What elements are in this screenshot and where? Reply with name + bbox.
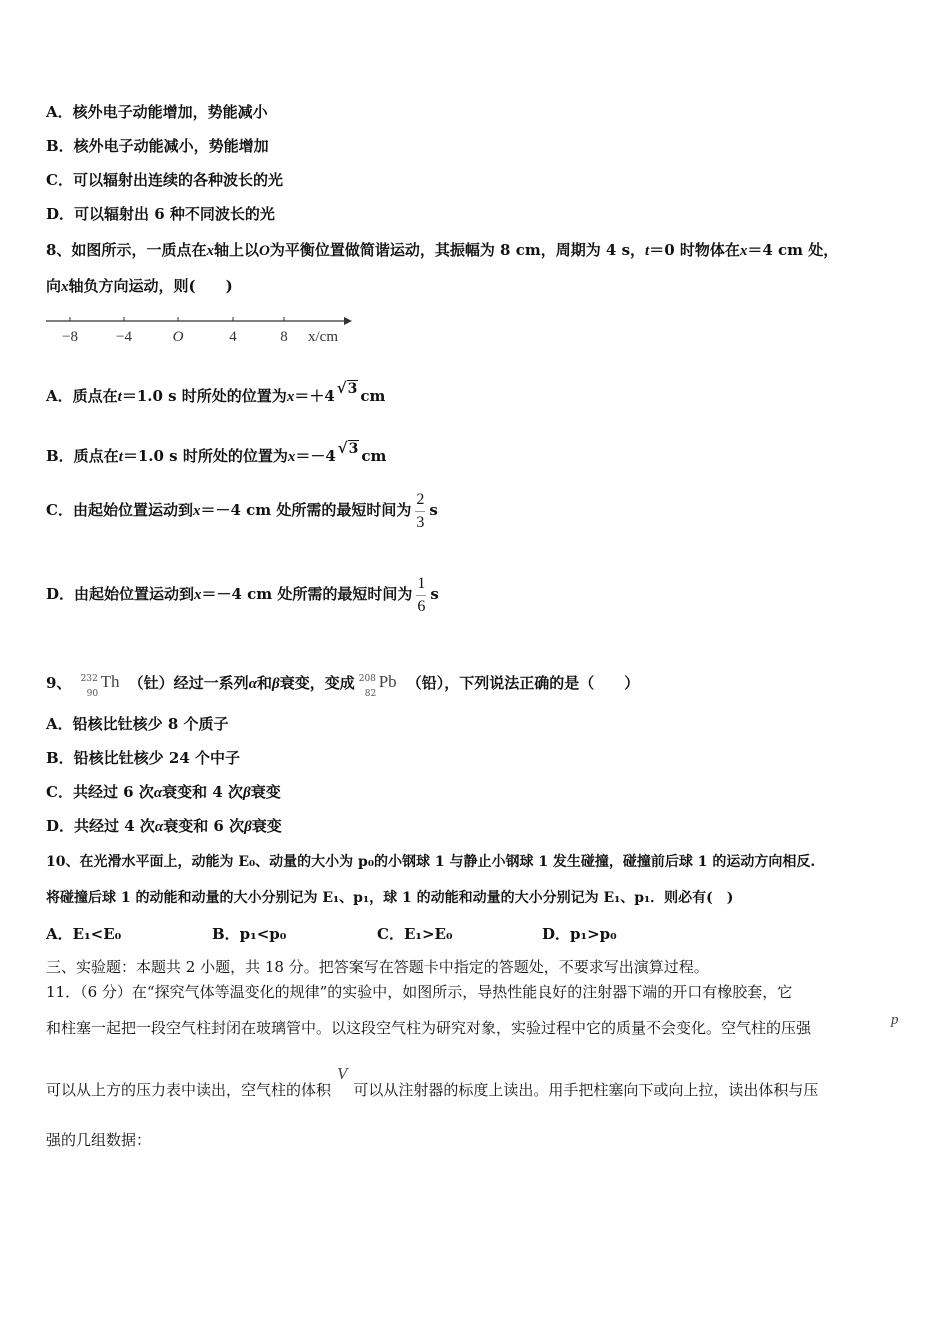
q7-option-b: B．核外电子动能减小，势能增加	[46, 137, 269, 155]
axis-label: x/cm	[308, 329, 338, 345]
q9-option-a: A．铅核比钍核少 8 个质子	[46, 715, 229, 733]
q10-stem-line1: 10、在光滑水平面上，动能为 E₀、动量的大小为 p₀的小钢球 1 与静止小钢球 1 发生碰撞，碰撞前后球 1 的运动方向相反.	[46, 854, 816, 870]
axis-arrow-icon	[344, 317, 352, 325]
lead-nuclide: 208 82 Pb	[358, 672, 397, 699]
tick-label: 4	[229, 329, 237, 345]
tick-label: 8	[280, 329, 288, 345]
q8-option-b: B．质点在t＝1.0 s 时所处的位置为x＝－4 √3 cm	[46, 439, 387, 465]
q9-stem: 9、 232 90 Th （钍）经过一系列α和β衰变，变成 208 82 Pb （铅），下列说法正确的是（ ）	[46, 664, 639, 699]
volume-variable: V	[337, 1064, 348, 1083]
q10-option-c: C．E₁>E₀	[377, 925, 453, 943]
section-heading: 三、实验题：本题共 2 小题，共 18 分。把答案写在答题卡中指定的答题处，不要求写出演算过程。	[46, 958, 709, 976]
q8-option-a: A．质点在t＝1.0 s 时所处的位置为x＝＋4 √3 cm	[46, 379, 386, 405]
q8-number-line-figure	[46, 316, 356, 352]
q10-option-d: D．p₁>p₀	[542, 925, 617, 943]
thorium-nuclide: 232 90 Th	[80, 672, 120, 699]
q10-option-a: A．E₁<E₀	[46, 925, 122, 943]
q11-line2: 和柱塞一起把一段空气柱封闭在玻璃管中。以这段空气柱为研究对象，实验过程中它的质量不会变化。空气柱的压强	[46, 1019, 812, 1037]
q9-option-c: C．共经过 6 次α衰变和 4 次β衰变	[46, 783, 281, 801]
q11-line4: 强的几组数据：	[46, 1131, 152, 1149]
q10-option-b: B．p₁<p₀	[212, 925, 287, 943]
q8-stem-line2: 向x轴负方向运动，则( )	[46, 277, 233, 295]
q9-option-d: D．共经过 4 次α衰变和 6 次β衰变	[46, 817, 282, 835]
q7-option-a: A．核外电子动能增加，势能减小	[46, 103, 268, 121]
q10-stem-line2: 将碰撞后球 1 的动能和动量的大小分别记为 E₁、p₁，球 1 的动能和动量的大小分别记为 E₁、p₁．则必有( )	[46, 890, 734, 906]
q7-option-c: C．可以辐射出连续的各种波长的光	[46, 171, 283, 189]
q7-option-d: D．可以辐射出 6 种不同波长的光	[46, 205, 275, 223]
pressure-variable: p	[891, 1012, 899, 1028]
fraction: $\frac{2}{3}$	[416, 490, 425, 531]
fraction: $\frac{1}{6}$	[417, 574, 426, 615]
q8-stem-line1: 8、如图所示，一质点在x轴上以O为平衡位置做简谐运动，其振幅为 8 cm，周期为 4 s，t＝0 时物体在x＝4 cm 处，	[46, 241, 839, 259]
q8-option-c: C．由起始位置运动到x＝－4 cm 处所需的最短时间为 $\frac{2}{3}$ s	[46, 487, 438, 534]
tick-label: −4	[116, 329, 132, 345]
q11-line3: 可以从上方的压力表中读出，空气柱的体积V可以从注射器的标度上读出。用手把柱塞向下或向上拉，读出体积与压	[46, 1064, 819, 1099]
tick-label: −8	[62, 329, 78, 345]
sqrt-expression: √3	[337, 439, 359, 457]
q9-option-b: B．铅核比钍核少 24 个中子	[46, 749, 240, 767]
q11-line1: 11．（6 分）在“探究气体等温变化的规律”的实验中，如图所示，导热性能良好的注射器下端的开口有橡胶套，它	[46, 983, 793, 1001]
q8-option-d: D．由起始位置运动到x＝－4 cm 处所需的最短时间为 $\frac{1}{6}$ s	[46, 571, 439, 618]
tick-label-origin: O	[172, 329, 184, 345]
sqrt-expression: √3	[336, 379, 358, 397]
